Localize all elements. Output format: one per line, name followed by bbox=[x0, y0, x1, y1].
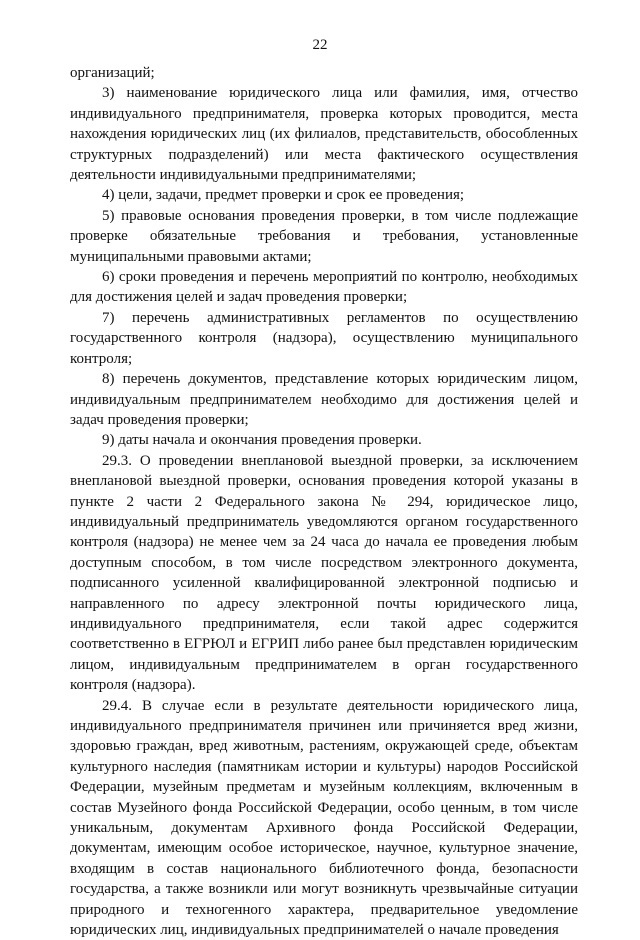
paragraph: 4) цели, задачи, предмет проверки и срок ее проведения; bbox=[102, 187, 465, 204]
paragraph: 9) даты начала и окончания проведения проверки. bbox=[102, 432, 422, 449]
paragraph: 5) правовые основания проведения проверки, в том числе подлежащие проверке обязательные требования и требования, установленные муниципальными правовыми актами; bbox=[70, 207, 578, 265]
paragraph: 3) наименование юридического лица или фамилия, имя, отчество индивидуального предпринимателя, проверка которых проводится, места нахождения юридических лиц (их филиалов, представительств, обособленных структурных подразделений) или места фактического осуществления деятельности индивидуальными предпринимателями; bbox=[70, 85, 578, 184]
paragraph: 8) перечень документов, представление которых юридическим лицом, индивидуальным предпринимателем необходимо для достижения целей и задач проведения проверки; bbox=[70, 371, 578, 428]
paragraph: 29.4. В случае если в результате деятельности юридического лица, индивидуального предпринимателя причинен или причиняется вред жизни, здоровью граждан, вред животным, растениям, окружающей среде, объектам культурного наследия (памятникам истории и культуры) народов Российской Федерации, музейным предметам и музейным коллекциям, включенным в состав Музейного фонда Российской Федерации, особо ценным, в том числе уникальным, документам Архивного фонда Российской Федерации, документам, имеющим особое историческое, научное, культурное значение, входящим в состав национального библиотечного фонда, безопасности государства, а также возникли или могут возникнуть чрезвычайные ситуации природного и техногенного характера, предварительное уведомление юридических лиц, индивидуальных предпринимателей о начале проведения bbox=[70, 697, 578, 939]
paragraph: 29.3. О проведении внеплановой выездной проверки, за исключением внеплановой выездной проверки, основания проведения которой указаны в пункте 2 части 2 Федерального закона № 294, юридическое лицо, индивидуальный предприниматель уведомляются органом государственного контроля (надзора) не менее чем за 24 часа до начала ее проведения любым доступным способом, в том числе посредством электронного документа, подписанного усиленной квалифицированной электронной подписью и направленного по адресу электронной почты юридического лица, индивидуального предпринимателя, если такой адрес содержится соответственно в ЕГРЮЛ и ЕГРИП либо ранее был представлен юридическим лицом, индивидуальным предпринимателем в орган государственного контроля (надзора). bbox=[70, 452, 578, 694]
paragraph: 7) перечень административных регламентов по осуществлению государственного контроля (надзора), осуществлению муниципального контроля; bbox=[70, 309, 578, 367]
paragraph: организаций; bbox=[70, 65, 155, 81]
page-number: 22 bbox=[312, 37, 328, 53]
document-body bbox=[70, 63, 578, 940]
paragraph: 6) сроки проведения и перечень мероприятий по контролю, необходимых для достижения целей и задач проведения проверки; bbox=[70, 269, 578, 306]
